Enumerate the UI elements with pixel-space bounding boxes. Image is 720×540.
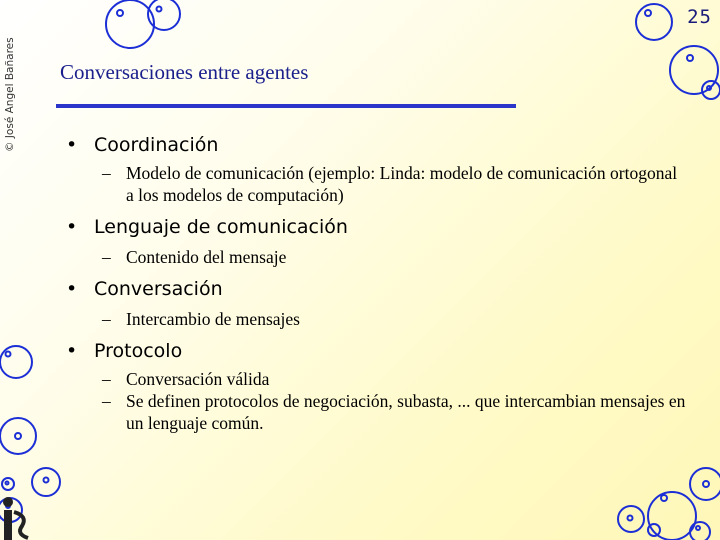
bullet-marker: • [66,134,78,156]
university-logo-icon [0,496,30,540]
bullet-protocolo [66,338,686,364]
bullet-conversacion [66,276,686,302]
copyright-notice: © José Angel Bañares [4,37,16,152]
subitem [66,308,686,330]
dash-marker: – [102,247,111,267]
slide-title: Conversaciones entre agentes [60,60,309,84]
title-underline [56,104,516,108]
bullet-label: Lenguaje de comunicación [94,216,348,238]
subitem [66,368,686,390]
subitem-text: Intercambio de mensajes [126,309,300,329]
dash-marker: – [102,309,111,329]
dash-marker: – [102,163,111,183]
subitem [66,246,686,268]
bullet-label: Protocolo [94,340,183,362]
subitem-text: Se definen protocolos de negociación, subasta, ... que intercambian mensajes en un lenguaje común. [126,391,686,433]
bullet-marker: • [66,340,78,362]
bullet-label: Conversación [94,278,223,300]
bullet-marker: • [66,278,78,300]
bullet-marker: • [66,216,78,238]
bullet-coordinacion [66,132,686,158]
dash-marker: – [102,369,111,389]
slide-content [66,132,686,434]
dash-marker: – [102,391,111,411]
bullet-lenguaje [66,214,686,240]
subitem-text: Contenido del mensaje [126,247,287,267]
page-number: 25 [687,6,712,28]
subitem-text: Modelo de comunicación (ejemplo: Linda: modelo de comunicación ortogonal a los modelos de computación) [126,163,678,205]
subitem-text: Conversación válida [126,369,270,389]
bullet-label: Coordinación [94,134,219,156]
subitem [66,162,686,206]
subitem [66,390,686,434]
